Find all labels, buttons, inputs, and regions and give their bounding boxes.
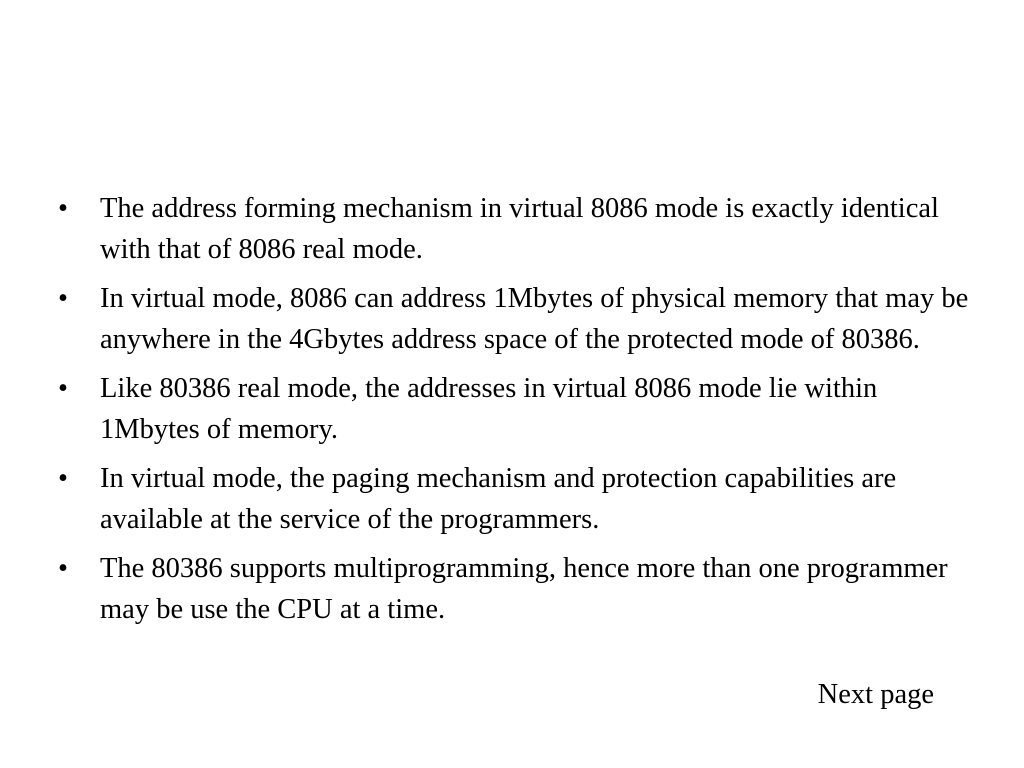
bullet-icon: •	[58, 373, 68, 404]
bullet-item	[58, 548, 978, 630]
bullet-item	[58, 188, 978, 270]
bullet-text: The 80386 supports multiprogramming, hence more than one programmer may be use the CPU at a time.	[100, 553, 948, 625]
bullet-text: In virtual mode, 8086 can address 1Mbytes of physical memory that may be anywhere in the 4Gbytes address space of the protected mode of 80386.	[100, 283, 969, 355]
bullet-text: The address forming mechanism in virtual 8086 mode is exactly identical with that of 8086 real mode.	[100, 193, 939, 265]
bullet-list	[58, 188, 978, 638]
bullet-icon: •	[58, 193, 68, 224]
bullet-icon: •	[58, 463, 68, 494]
bullet-item	[58, 458, 978, 540]
bullet-text: In virtual mode, the paging mechanism and protection capabilities are available at the service of the programmers.	[100, 463, 897, 535]
next-page-link[interactable]: Next page	[817, 679, 934, 710]
bullet-item	[58, 368, 978, 450]
bullet-item	[58, 278, 978, 360]
bullet-icon: •	[58, 553, 68, 584]
bullet-text: Like 80386 real mode, the addresses in virtual 8086 mode lie within 1Mbytes of memory.	[100, 373, 878, 445]
bullet-icon: •	[58, 283, 68, 314]
